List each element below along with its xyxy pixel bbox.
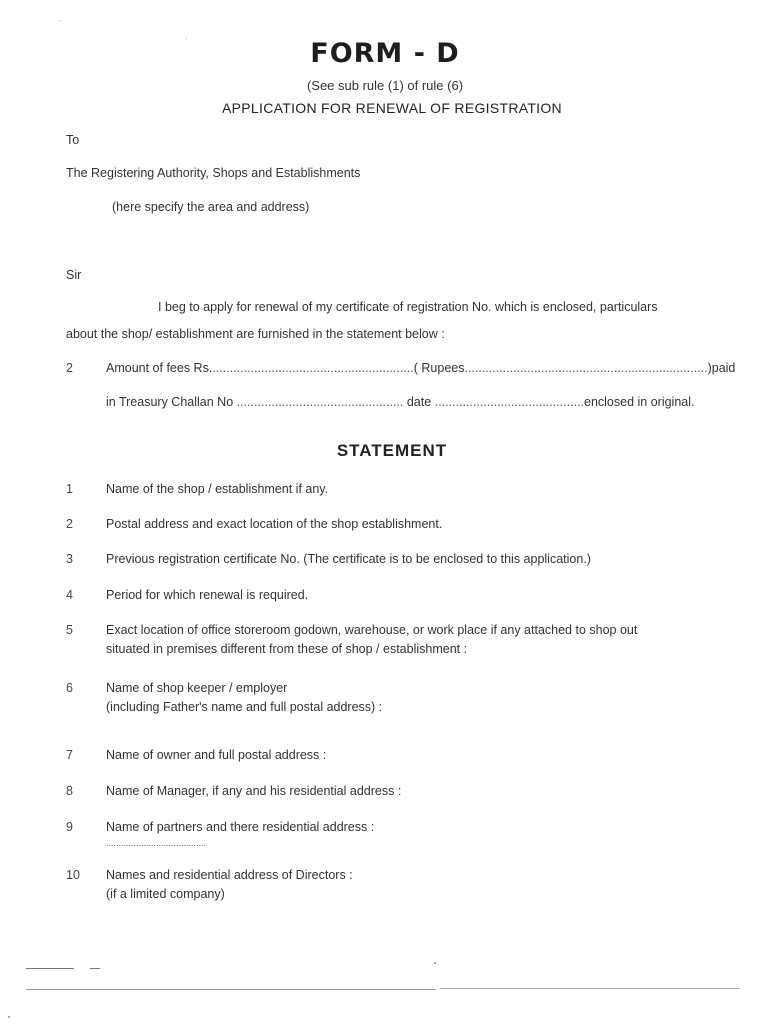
rupees-blank: ...................................................................... (464, 361, 708, 375)
rupees-label: ( Rupees (413, 361, 465, 375)
statement-item-text: Exact location of office storeroom godown, warehouse, or work place if any attached to shop out (106, 623, 638, 637)
to-label: To (66, 133, 80, 147)
letter-line-1: I beg to apply for renewal of my certificate of registration No. which is enclosed, particulars (158, 300, 658, 314)
statement-heading: STATEMENT (336, 441, 448, 460)
statement-item (106, 818, 374, 849)
letter-line-2: about the shop/ establishment are furnished in the statement below : (66, 327, 445, 341)
statement-item-text: Name of partners and there residential address : (106, 820, 375, 834)
scan-speck (186, 38, 187, 39)
item-2-number: 2 (66, 361, 73, 375)
fees-label: Amount of fees Rs. (106, 361, 213, 375)
statement-item-number: 2 (66, 517, 73, 531)
statement-item-number: 10 (66, 868, 80, 882)
statement-item-text: Postal address and exact location of the shop establishment. (106, 517, 443, 531)
statement-item-text: Name of the shop / establishment if any. (106, 482, 329, 496)
statement-item-number: 5 (66, 623, 73, 637)
statement-item-text: Name of owner and full postal address : (106, 748, 327, 762)
scan-artifact-line (26, 989, 436, 990)
statement-item-text: Name of shop keeper / employer (106, 681, 288, 695)
fees-blank: .......................................................... (212, 361, 414, 375)
statement-item-text: Name of Manager, if any and his residential address : (106, 784, 402, 798)
challan-line (106, 395, 695, 409)
statement-item (106, 621, 637, 659)
application-heading: APPLICATION FOR RENEWAL OF REGISTRATION (222, 100, 562, 116)
salutation: Sir (66, 268, 82, 282)
scan-artifact-line (26, 968, 74, 969)
statement-item-text: Names and residential address of Directors : (106, 868, 353, 882)
date-blank: ........................................... (434, 395, 584, 409)
fees-line (106, 361, 735, 375)
challan-blank: ................................................ (236, 395, 404, 409)
statement-item (106, 679, 382, 717)
statement-item (106, 866, 353, 904)
form-title: FORM - D (310, 38, 460, 69)
statement-item (106, 586, 308, 605)
statement-item-number: 3 (66, 552, 73, 566)
statement-item (106, 515, 442, 534)
statement-item-blank: ........................................ (106, 838, 207, 848)
statement-item (106, 550, 591, 569)
statement-item (106, 746, 326, 765)
area-address-note: (here specify the area and address) (112, 200, 310, 214)
statement-item-number: 9 (66, 820, 73, 834)
scan-artifact-line (90, 968, 100, 969)
statement-item-number: 8 (66, 784, 73, 798)
scan-artifact-line (440, 988, 740, 989)
statement-item-text-continued: (if a limited company) (106, 887, 225, 901)
statement-item-text: Previous registration certificate No. (The certificate is to be enclosed to this application.) (106, 552, 591, 566)
statement-item-text-continued: situated in premises different from these of shop / establishment : (106, 642, 468, 656)
paid-label: )paid (707, 361, 736, 375)
statement-item-number: 6 (66, 681, 73, 695)
authority-line: The Registering Authority, Shops and Establishments (66, 166, 361, 180)
statement-item-text-continued: (including Father's name and full postal address) : (106, 700, 383, 714)
sub-rule-reference: (See sub rule (1) of rule (6) (306, 78, 464, 93)
statement-item (106, 782, 401, 801)
statement-item-number: 4 (66, 588, 73, 602)
statement-item-number: 1 (66, 482, 73, 496)
statement-item (106, 480, 328, 499)
scan-speck (8, 1016, 10, 1018)
statement-item-text: Period for which renewal is required. (106, 588, 309, 602)
statement-item-number: 7 (66, 748, 73, 762)
scan-speck (434, 962, 436, 964)
scan-speck (60, 20, 61, 21)
enclosed-label: enclosed in original. (584, 395, 695, 409)
challan-label: in Treasury Challan No (106, 395, 234, 409)
date-label: date (406, 395, 432, 409)
